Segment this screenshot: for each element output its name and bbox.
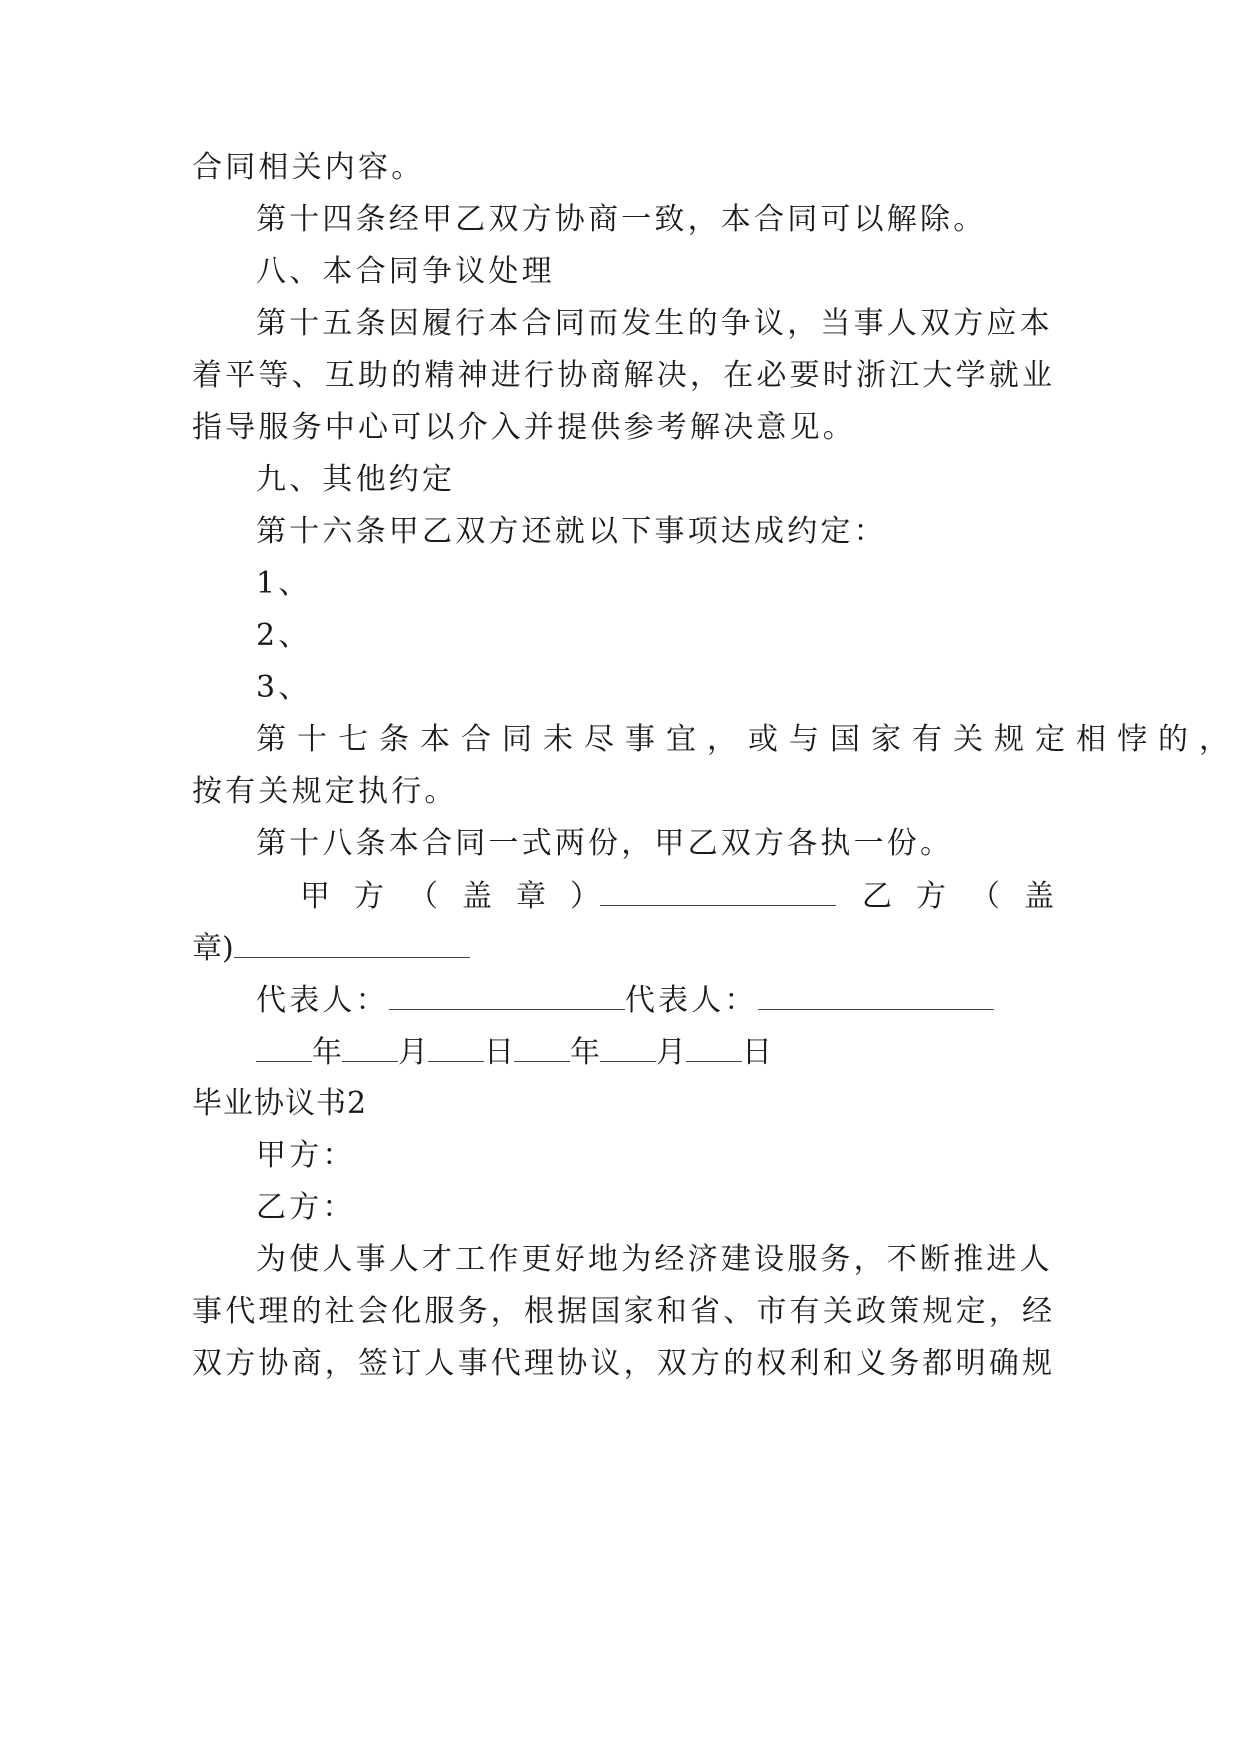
sig-char: 乙 xyxy=(862,879,892,914)
sig-char: 方 xyxy=(916,879,946,914)
signature-stamp-line xyxy=(300,875,1160,917)
clause-15: 第十五条因履行本合同而发生的争议，当事人双方应本 xyxy=(256,306,1053,341)
section-heading-9: 九、其他约定 xyxy=(256,462,456,497)
signature-blank xyxy=(234,927,470,958)
text-line: 按有关规定执行。 xyxy=(192,774,458,809)
sig-text: 章) xyxy=(192,931,234,966)
list-item: 3、 xyxy=(256,670,312,705)
date-label: 年 xyxy=(570,1035,600,1070)
date-blank xyxy=(600,1031,656,1062)
date-blank xyxy=(342,1031,398,1062)
date-label: 月 xyxy=(398,1035,428,1070)
intro-paragraph-line: 事代理的社会化服务，根据国家和省、市有关政策规定，经 xyxy=(192,1294,1056,1329)
signature-stamp-line-cont xyxy=(192,927,1052,969)
clause-18: 第十八条本合同一式两份，甲乙双方各执一份。 xyxy=(256,826,954,861)
party-b-label: 乙方： xyxy=(256,1190,356,1225)
sig-char: 方 xyxy=(354,879,384,914)
sig-char: 甲 xyxy=(300,879,330,914)
representative-blank xyxy=(758,979,994,1010)
date-blank xyxy=(686,1031,742,1062)
text-line: 指导服务中心可以介入并提供参考解决意见。 xyxy=(192,410,856,445)
date-blank xyxy=(514,1031,570,1062)
rep-label: 代表人： xyxy=(624,983,758,1018)
sig-char: ） xyxy=(570,879,600,914)
list-item: 1、 xyxy=(256,566,312,601)
date-blank xyxy=(256,1031,312,1062)
signature-blank xyxy=(600,875,836,906)
clause-17: 第十七条本合同未尽事宜，或与国家有关规定相悖的， xyxy=(256,722,1240,757)
sig-char: 盖 xyxy=(1024,879,1054,914)
list-item: 2、 xyxy=(256,618,312,653)
party-a-label: 甲方： xyxy=(256,1138,356,1173)
clause-16: 第十六条甲乙双方还就以下事项达成约定： xyxy=(256,514,887,549)
clause-14: 第十四条经甲乙双方协商一致，本合同可以解除。 xyxy=(256,202,987,237)
sig-char: （ xyxy=(408,879,438,914)
date-label: 年 xyxy=(312,1035,342,1070)
date-blank xyxy=(428,1031,484,1062)
date-label: 月 xyxy=(656,1035,686,1070)
second-document-title: 毕业协议书2 xyxy=(192,1086,368,1121)
sig-char: 章 xyxy=(516,879,546,914)
date-label: 日 xyxy=(742,1035,772,1070)
sig-char: （ xyxy=(970,879,1000,914)
representative-blank xyxy=(389,979,625,1010)
intro-paragraph-line: 双方协商，签订人事代理协议，双方的权利和义务都明确规 xyxy=(192,1346,1056,1381)
text-line: 合同相关内容。 xyxy=(192,150,425,185)
rep-label: 代表人： xyxy=(256,983,389,1018)
section-heading-8: 八、本合同争议处理 xyxy=(256,254,555,289)
intro-paragraph-line: 为使人事人才工作更好地为经济建设服务，不断推进人 xyxy=(256,1242,1053,1277)
representative-line xyxy=(256,979,1052,1021)
date-line xyxy=(256,1031,1052,1073)
date-label: 日 xyxy=(484,1035,514,1070)
text-line: 着平等、互助的精神进行协商解决，在必要时浙江大学就业 xyxy=(192,358,1056,393)
sig-char: 盖 xyxy=(462,879,492,914)
